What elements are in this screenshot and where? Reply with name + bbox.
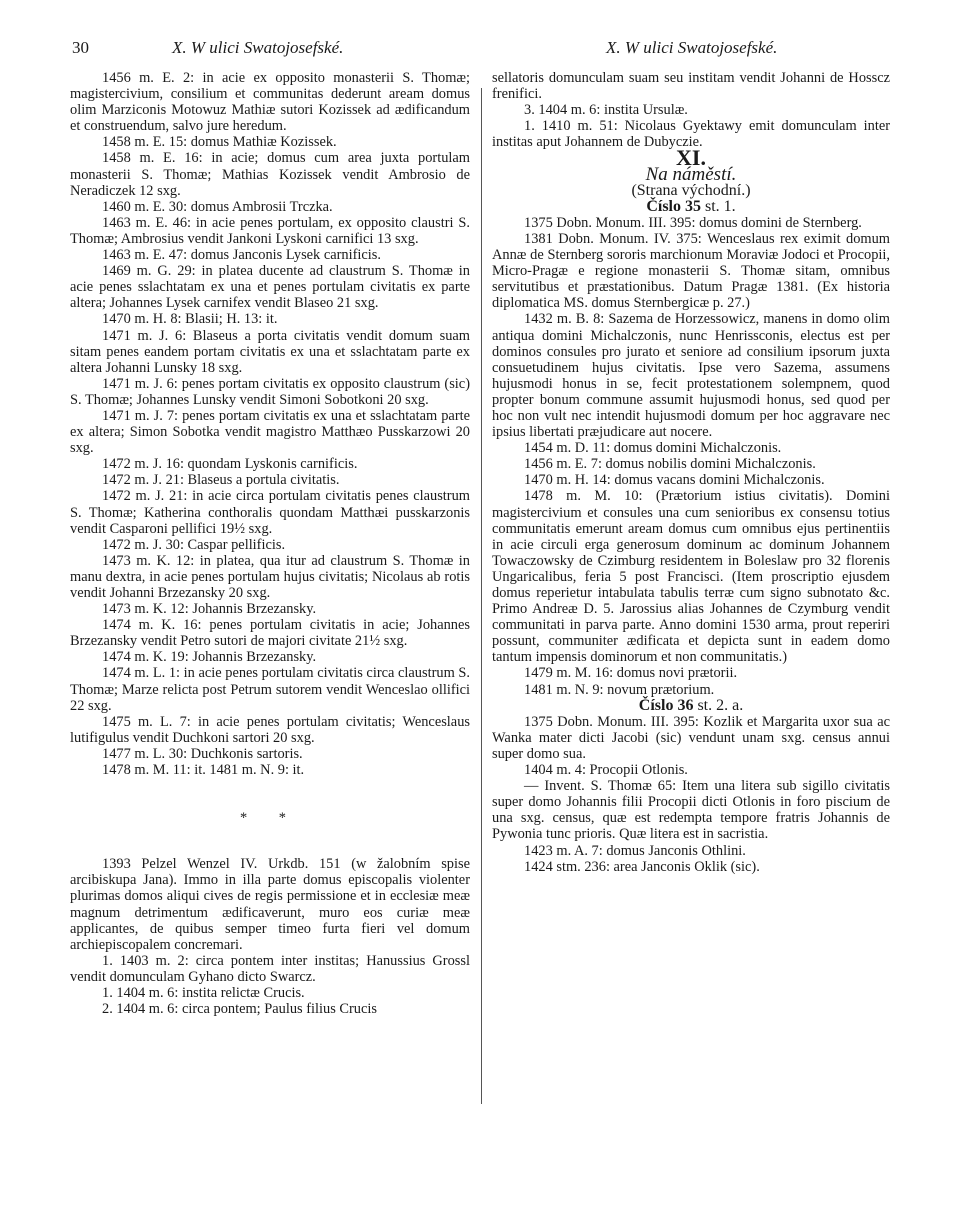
entry: 1470 m. H. 8: Blasii; H. 13: it. (102, 311, 278, 328)
right-column (492, 70, 890, 875)
entry: 1375 Dobn. Monum. III. 395: domus domini de Sternberg. (524, 214, 862, 231)
cislo-suffix: st. 2. a. (697, 696, 744, 714)
house-number-heading (492, 199, 890, 215)
entry: 1. 1404 m. 6: instita relictæ Crucis. (102, 984, 305, 1001)
entry: 1473 m. K. 12: in platea, qua itur ad claustrum S. Thomæ in manu dextra, in acie penes portulam hujus civitatis; Nicolaus ab rotis vendit Johanni Brzezansky 20 sxg. (70, 552, 470, 601)
house-number-heading (492, 698, 890, 714)
entry: 1424 stm. 236: area Janconis Oklik (sic). (524, 858, 760, 875)
entry: 1463 m. E. 47: domus Janconis Lysek carnificis. (102, 247, 381, 264)
entry: 3. 1404 m. 6: instita Ursulæ. (524, 102, 688, 119)
entry: 1456 m. E. 2: in acie ex opposito monasterii S. Thomæ; magistercivium, consilium et communitas dederunt aream domus olim Marziconis Motowuz Mathiæ sutori Kozissek ad ædificandum et construendum, salvo jure heredum. (70, 70, 470, 135)
entry: 1423 m. A. 7: domus Janconis Othlini. (524, 842, 746, 859)
cislo-label: Číslo (646, 197, 681, 215)
entry: 1472 m. J. 16: quondam Lyskonis carnificis. (102, 456, 358, 473)
entry: 1478 m. M. 11: it. 1481 m. N. 9: it. (102, 762, 305, 779)
entry: 1471 m. J. 7: penes portam civitatis ex una et sslachtatam parte ex altera; Simon Sobotka vendit magistro Matthæo Pusskarzowi 20 sxg. (70, 407, 470, 457)
entry: 1472 m. J. 21: Blaseus a portula civitatis. (102, 472, 340, 489)
cislo-number: 36 (677, 696, 694, 714)
entry: 1473 m. K. 12: Johannis Brzezansky. (102, 601, 317, 618)
entry: 1481 m. N. 9: novum prætorium. (524, 681, 715, 698)
entry: 1479 m. M. 16: domus novi prætorii. (524, 665, 738, 682)
entry: 1474 m. K. 16: penes portulam civitatis in acie; Johannes Brzezansky vendit Petro sutori de majori civitate 21½ sxg. (70, 617, 470, 650)
entry: 1472 m. J. 30: Caspar pellificis. (102, 536, 286, 553)
section-separator: * * (240, 810, 300, 827)
column-divider (481, 88, 482, 1104)
page-number: 30 (72, 38, 89, 57)
entry: 1456 m. E. 7: domus nobilis domini Michalczonis. (524, 456, 816, 473)
entry: 1381 Dobn. Monum. IV. 375: Wenceslaus rex eximit domum Annæ de Sternberg sororis marchionum Moraviæ Jodoci et Procopii, Micro-Pragæ e regione monasterii S. Thomæ sitam, omnibus servitutibus et præstationibus. Datum Pragæ 1381. (Ex historia diplomatica MS. domus Sternbergicæ p. 27.) (492, 230, 890, 312)
entry: 1375 Dobn. Monum. III. 395: Kozlik et Margarita uxor sua ac Wanka mater dicti Jacobi (sic) vendunt unam sxg. census annui super domo sua. (492, 713, 890, 762)
left-entries-after (70, 856, 470, 1017)
entry: 1458 m. E. 15: domus Mathiæ Kozissek. (102, 134, 337, 151)
entry: 1475 m. L. 7: in acie penes portulam civitatis; Wenceslaus lutifigulus vendit Duchkoni sartori 20 sxg. (70, 713, 470, 746)
running-header-right: X. W ulici Swatojosefské. (606, 38, 778, 57)
entry: 1471 m. J. 6: Blaseus a porta civitatis vendit domum suam sitam penes eandem portam civitatis ex una et sslachtatam parte ex altera Johanni Lunsky 18 sxg. (70, 327, 470, 376)
continued-entry: sellatoris domunculam suam seu institam vendit Johanni de Hosscz frenifici. (492, 70, 890, 103)
entry: 1463 m. E. 46: in acie penes portulam, ex opposito claustri S. Thomæ; Ambrosius vendit Jankoni Lyskoni carnifici 13 sxg. (70, 214, 470, 247)
section-title: Na náměstí. (645, 163, 737, 185)
entry: 2. 1404 m. 6: circa pontem; Paulus filius Crucis (102, 1001, 377, 1018)
entry: 1474 m. K. 19: Johannis Brzezansky. (102, 649, 317, 666)
entry: 1470 m. H. 14: domus vacans domini Michalczonis. (524, 472, 825, 489)
entry: 1. 1410 m. 51: Nicolaus Gyektawy emit domunculam inter institas aput Johannem de Dubyczie. (492, 118, 890, 151)
entry: 1460 m. E. 30: domus Ambrosii Trczka. (102, 198, 333, 215)
entry: — Invent. S. Thomæ 65: Item una litera sub sigillo civitatis super domo Johannis filii Procopii dicti Otlonis in foro piscium de una sxg. census, quæ est redempta tempore fratris Johannis de Pywonia tunc prioris. Quæ litera est in sacristia. (492, 778, 890, 843)
entry: 1472 m. J. 21: in acie circa portulam civitatis penes claustrum S. Thomæ; Katherina conthoralis quondam Matthæi pusskarzonis vendit Casparoni pellifici 19½ sxg. (70, 488, 470, 537)
entry: 1. 1403 m. 2: circa pontem inter institas; Hanussius Grossl vendit domunculam Gyhano dicto Swarcz. (70, 952, 470, 985)
entry: 1432 m. B. 8: Sazema de Horzessowicz, manens in domo olim antiqua domini Michalczonis, nunc Henrissconis, electus est per dominos consules pro jurato et seniore ad consilium ipsorum juxta consuetudinem hujus civitatis. Ipse vero Sazema, assumens hujusmodi honus in se, fecit protestationem solempnem, quod propter bonum commune assumit hujusmodi honus, sed quod per hoc non vult nec intendit hujusmodi domum per hoc aggravare nec ipsius libertati præjudicare aut nocere. (492, 311, 890, 441)
running-header-left: X. W ulici Swatojosefské. (172, 38, 344, 57)
section-number: XI. (676, 145, 706, 171)
cislo-label: Číslo (638, 696, 674, 714)
entry: 1471 m. J. 6: penes portam civitatis ex opposito claustrum (sic) S. Thomæ; Johannes Lunsky vendit Simoni Sobotkoni 20 sxg. (70, 375, 470, 408)
cislo-suffix: st. 1. (705, 197, 736, 215)
entry: 1477 m. L. 30: Duchkonis sartoris. (102, 745, 303, 762)
section-subtitle: (Strana východní.) (631, 181, 751, 199)
left-entries (70, 70, 470, 778)
entry: 1458 m. E. 16: in acie; domus cum area juxta portulam monasterii S. Thomæ; Mathias Kozissek vendit Ambrosio de Neradiczek 12 sxg. (70, 150, 470, 199)
entry: 1393 Pelzel Wenzel IV. Urkdb. 151 (w žalobním spise arcibiskupa Jana). Immo in illa parte domus episcopalis violenter plurimas domos aliqui cives de regis permissione et in ecclesiæ meæ magnum detrimentum ædificaverunt, muro eos curiæ meæ applicantes, de quibus semper timeo furta fieri vel domum archiepiscopalem concremari. (70, 856, 470, 953)
cislo-number: 35 (685, 197, 701, 215)
entry: 1478 m. M. 10: (Prætorium istius civitatis). Domini magistercivium et consules una cum senioribus ex consensu totius communitatis emerunt aream domus cum omnibus ejus pertinentiis in acie circuli erga generosum dominum ac dominum Johannem Towaczowsky de Czimburg residentem in Boleslaw pro 32 florenis Ungaricalibus, feria 5 post Francisci. (Item proscriptio ejusdem domus reperietur intabulata tabulis terræ cum signo subnotato &c. Primo Andreæ D. 5. Jarossius alias Johannes de Czymburg vendit communitati in parva parte. Anno domini 1530 arma, prout reperiri possunt, communiter ædificata et depicta sunt in eadem domo tantum impensis dominorum et non communitatis.) (492, 488, 890, 666)
entry: 1469 m. G. 29: in platea ducente ad claustrum S. Thomæ in acie penes sslachtatam ex una et penes portulam civitatis ex parte altera; Johannes Lysek carnifex vendit Blaseo 21 sxg. (70, 263, 470, 312)
entry: 1474 m. L. 1: in acie penes portulam civitatis circa claustrum S. Thomæ; Marze relicta post Petrum sutorem vendit Wenceslao ollifici 22 sxg. (70, 665, 470, 714)
entry: 1454 m. D. 11: domus domini Michalczonis. (524, 440, 782, 457)
left-column (70, 70, 470, 1017)
entry: 1404 m. 4: Procopii Otlonis. (524, 762, 688, 779)
